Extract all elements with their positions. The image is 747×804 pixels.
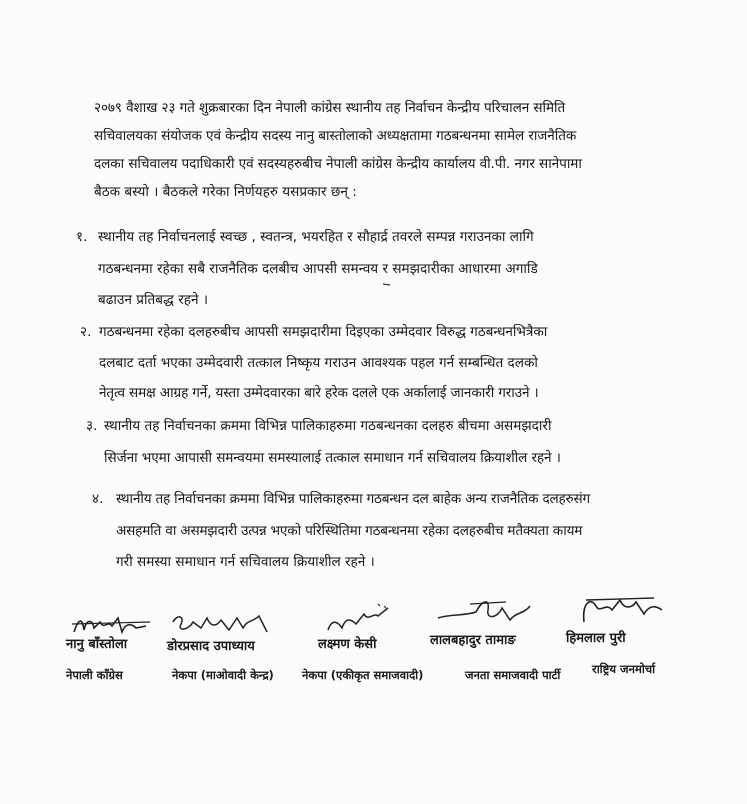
decision-line: गठबन्धनमा रहेका दलहरुबीच आपसी समझदारीमा दिइएका उम्मेदवार विरुद्ध गठबन्धनभित्रैका <box>99 324 548 340</box>
decision-number: ४. <box>92 491 104 507</box>
party-label: नेपाली काँग्रेस <box>66 668 123 682</box>
decision-line: गठबन्धनमा रहेका सबै राजनैतिक दलबीच आपसी समन्वय र समझदारीका आधारमा अगाडि <box>98 261 538 277</box>
decision-line: नेतृत्व समक्ष आग्रह गर्ने, यस्ता उम्मेदवारका बारे हरेक दलले एक अर्कालाई जानकारी गराउने । <box>99 385 539 401</box>
decision-line: स्थानीय तह निर्वाचनलाई स्वच्छ , स्वतन्त्र, भयरहित र सौहार्द्र तवरले सम्पन्न गराउनका लागि <box>98 229 534 245</box>
signatory-1 <box>66 610 156 652</box>
party-label: नेकपा (एकीकृत समाजवादी) <box>302 668 424 682</box>
decision-number: २. <box>80 324 92 340</box>
intro-paragraph <box>94 94 694 206</box>
signatory-5 <box>566 592 666 646</box>
handwritten-signature <box>318 600 398 636</box>
party-label: राष्ट्रिय जनमोर्चा <box>592 662 656 676</box>
decision-number: १. <box>76 229 88 245</box>
decision-line: असहमति वा असमझदारी उत्पन्न भएको परिस्थितिमा गठबन्धनमा रहेका दलहरुबीच मतैक्यता कायम <box>116 523 583 539</box>
signatory-2 <box>167 610 277 654</box>
intro-line: दलका सचिवालय पदाधिकारी एवं सदस्यहरुबीच नेपाली कांग्रेस केन्द्रीय कार्यालय वी.पी. नगर सानेपामा <box>94 156 582 172</box>
signatory-4 <box>430 594 540 648</box>
intro-line: २०७९ वैशाख २३ गते शुक्रबारका दिन नेपाली कांग्रेस स्थानीय तह निर्वाचन केन्द्रीय परिचालन समिति <box>94 100 566 116</box>
decision-line: गरी समस्या समाधान गर्न सचिवालय क्रियाशील रहने । <box>116 554 375 570</box>
decision-line: स्थानीय तह निर्वाचनका क्रममा विभिन्न पालिकाहरुमा गठबन्धनका दलहरु बीचमा असमझदारी <box>104 418 552 434</box>
signatory-name: नानु बाँस्तोला <box>66 637 128 652</box>
party-label: नेकपा (माओवादी केन्द्र) <box>172 668 274 682</box>
signatory-name: हिमलाल पुरी <box>566 631 626 646</box>
signatory-name: लक्ष्मण केसी <box>318 637 377 652</box>
intro-line: बैठक बस्यो । बैठकले गरेका निर्णयहरु यसप्रकार छन् : <box>94 184 357 200</box>
handwritten-signature <box>430 594 540 630</box>
decision-line: बढाउन प्रतिबद्ध रहने । <box>98 292 208 308</box>
signatory-name: लालबहादुर तामाङ <box>430 633 516 648</box>
decision-line: दलबाट दर्ता भएका उम्मेदवारी तत्काल निष्कृय गराउन आवश्यक पहल गर्न सम्बन्धित दलको <box>99 355 538 371</box>
decision-line: स्थानीय तह निर्वाचनका क्रममा विभिन्न पालिकाहरुमा गठबन्धन दल बाहेक अन्य राजनैतिक दलहरुसंग <box>116 491 590 507</box>
intro-line: सचिवालयका संयोजक एवं केन्द्रीय सदस्य नानु बास्तोलाको अध्यक्षतामा गठबन्धनमा सामेल राजनैतिक <box>94 128 577 144</box>
decision-line: सिर्जना भएमा आपासी समन्वयमा समस्यालाई तत्काल समाधान गर्न सचिवालय क्रियाशील रहने । <box>104 450 561 466</box>
signatory-3 <box>318 600 398 652</box>
signatory-name: डोरप्रसाद उपाध्याय <box>167 639 255 654</box>
ink-mark <box>383 283 391 286</box>
handwritten-signature <box>566 592 666 632</box>
party-label: जनता समाजवादी पार्टी <box>465 668 561 682</box>
decision-number: ३. <box>86 418 98 434</box>
